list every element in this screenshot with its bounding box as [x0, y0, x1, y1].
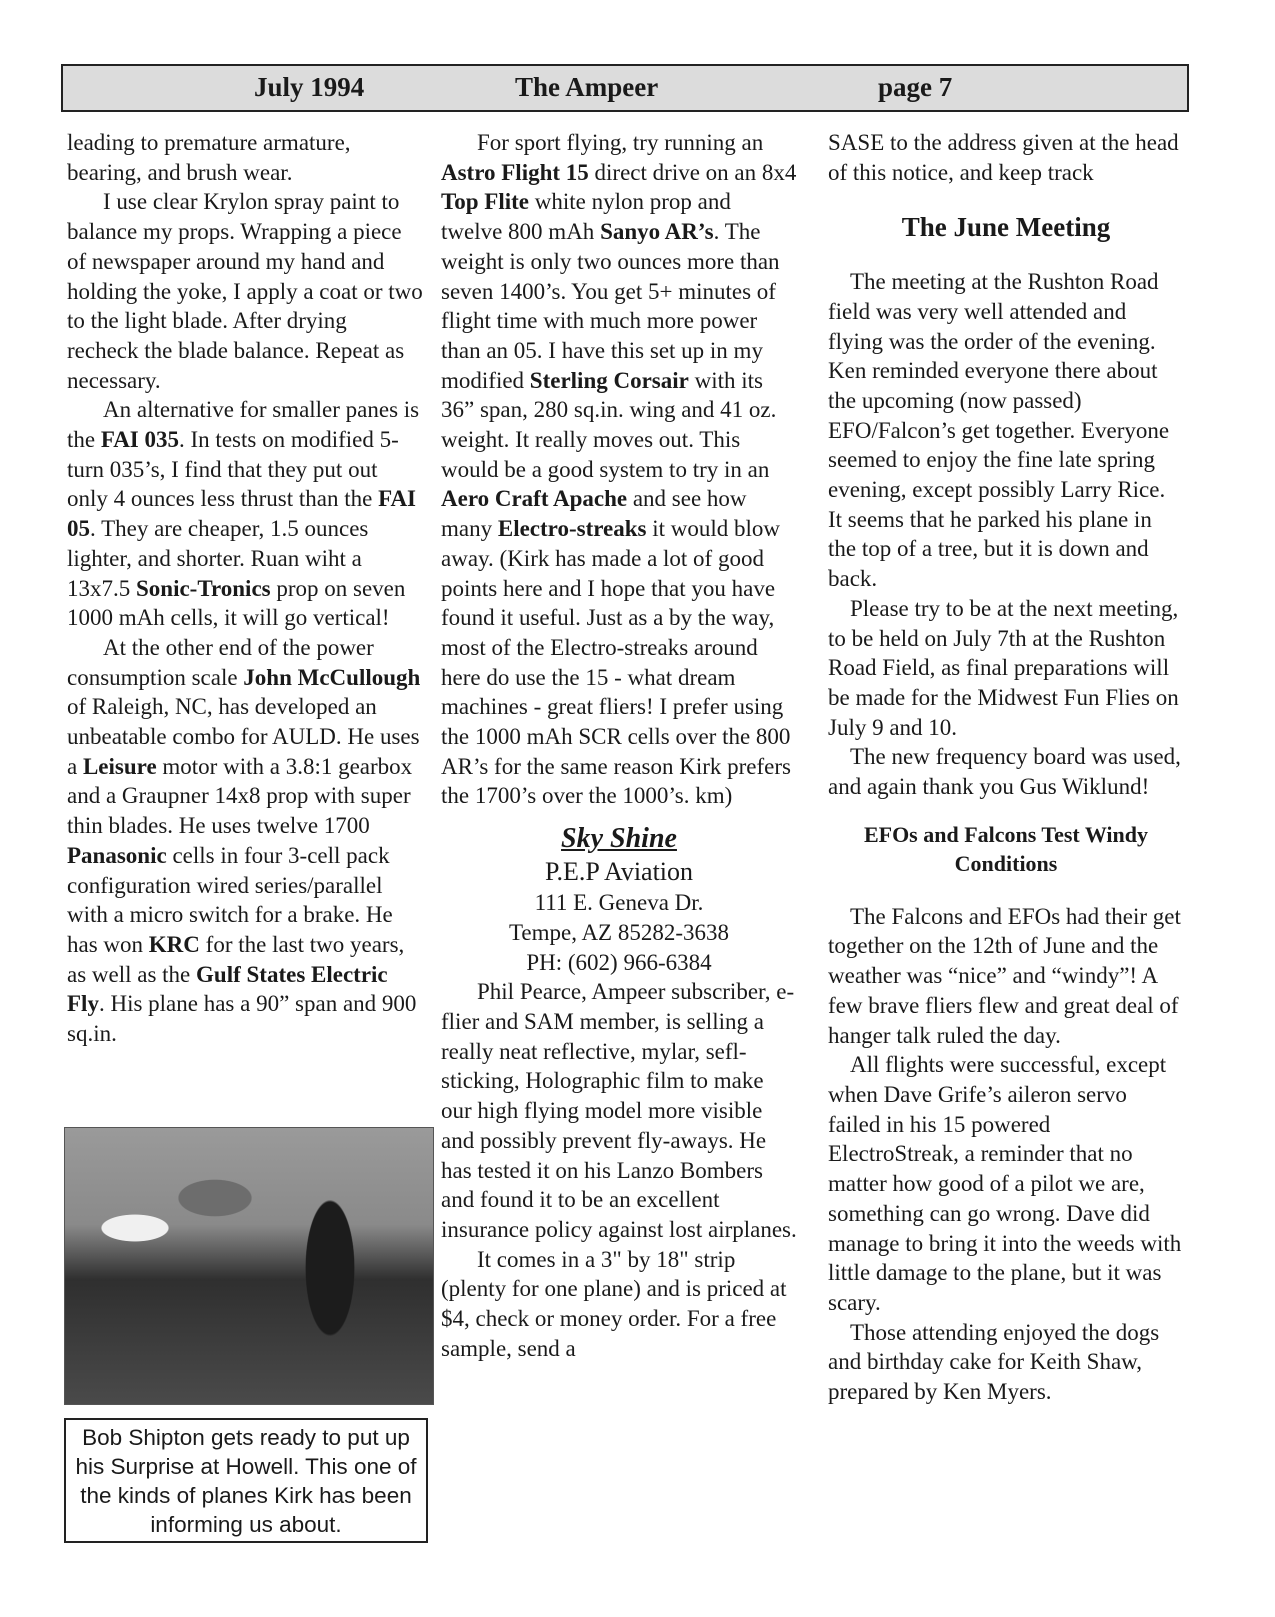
- page-header: [61, 64, 1189, 112]
- text-run: All flights were successful, except when Dave Grife’s aileron servo failed in his 15 powered ElectroStreak, a reminder that no matter how good of a pilot we are, something can go wrong. Dave did manage to bring it into the weeds with little damage to the plane, but it was scary.: [828, 1052, 1182, 1315]
- bold-text: Sonic-Tronics: [136, 575, 271, 601]
- text-run: motor with a 3.8:1 gearbox and a Graupner 14x8 prop with super thin blades. He uses twelve 1700: [67, 753, 413, 839]
- bold-text: Electro-streaks: [497, 516, 647, 542]
- text-run: of Raleigh, NC, has developed an unbeatable combo for AULD. He uses a: [67, 694, 420, 779]
- paragraph: [67, 128, 423, 187]
- text-run: The Falcons and EFOs had their get together on the 12th of June and the weather was “nice” and “windy”! A few brave fliers flew and great deal of hanger talk ruled the day.: [828, 903, 1181, 1048]
- paragraph: [828, 267, 1184, 594]
- text-run: It comes in a 3" by 18" strip (plenty for one plane) and is priced at $4, check or money order. For a free sample, send a: [441, 1246, 787, 1361]
- paragraph: [828, 902, 1184, 1051]
- paragraph: [67, 633, 423, 1049]
- text-run: it would blow away. (Kirk has made a lot of good points here and I hope that you have found it useful. Just as a by the way, most of the Electro-streaks around here do use the 15 - what dream machines - great fliers! I prefer using the 1000 mAh SCR cells over the 800 AR’s for the same reason Kirk prefers the 1700’s over the 1000’s. km): [441, 516, 791, 809]
- ad-address-line1: 111 E. Geneva Dr.: [534, 890, 704, 916]
- text-run: Phil Pearce, Ampeer subscriber, e-flier and SAM member, is selling a really neat reflective, mylar, sefl-sticking, Holographic film to make our high flying model more visible and possibly prevent fly-aways. He has tested it on his Lanzo Bombers and found it to be an excellent insurance policy against lost airplanes.: [441, 979, 797, 1242]
- text-run: SASE to the address given at the head of this notice, and keep track: [828, 130, 1179, 185]
- column-3: [828, 128, 1184, 1407]
- text-run: . The weight is only two ounces more than seven 1400’s. You get 5+ minutes of flight time with much more power than an 05. I have this set up in my modified: [441, 219, 780, 393]
- paragraph: [828, 594, 1184, 743]
- paragraph: [828, 128, 1184, 187]
- bold-text: Top Flite: [441, 189, 529, 215]
- bold-text: Sterling Corsair: [529, 367, 689, 393]
- text-run: for the last two years, as well as the: [67, 931, 405, 987]
- column-1: [67, 128, 423, 1049]
- section-heading: The June Meeting: [901, 212, 1111, 243]
- bold-text: Leisure: [82, 753, 157, 779]
- header-title: The Ampeer: [515, 72, 659, 102]
- ad-company: P.E.P Aviation: [544, 857, 694, 887]
- text-run: At the other end of the power consumption scale: [67, 634, 374, 690]
- bold-text: FAI 035: [100, 427, 180, 453]
- text-run: I use clear Krylon spray paint to balance my props. Wrapping a piece of newspaper around my hand and holding the yoke, I apply a coat or two to the light blade. After drying recheck the blade balance. Repeat as necessary.: [67, 189, 423, 393]
- paragraph: [441, 977, 797, 1244]
- section-subheading: EFOs and Falcons Test Windy Conditions: [863, 821, 1149, 876]
- text-run: white nylon prop and twelve 800 mAh: [441, 189, 731, 245]
- paragraph: [67, 395, 423, 633]
- ad-phone: PH: (602) 966-6384: [526, 949, 712, 975]
- photo-bob-shipton: [64, 1127, 434, 1405]
- bold-text: KRC: [148, 931, 200, 957]
- header-date: July 1994: [254, 72, 365, 102]
- text-run: prop on seven 1000 mAh cells, it will go vertical!: [67, 575, 406, 631]
- paragraph: [67, 187, 423, 395]
- text-run: For sport flying, try running an: [477, 130, 764, 155]
- text-run: Those attending enjoyed the dogs and birthday cake for Keith Shaw, prepared by Ken Myers.: [828, 1319, 1160, 1405]
- ad-title: Sky Shine: [561, 823, 677, 855]
- paragraph: [441, 128, 797, 811]
- ad-address-line2: Tempe, AZ 85282-3638: [508, 919, 730, 945]
- bold-text: John McCullough: [243, 664, 421, 690]
- column-2: [441, 128, 797, 1363]
- paragraph: [828, 1318, 1184, 1407]
- bold-text: Aero Craft Apache: [441, 486, 628, 512]
- text-run: An alternative for smaller panes is the: [67, 397, 420, 453]
- paragraph: [441, 1245, 797, 1364]
- text-run: Please try to be at the next meeting, to be held on July 7th at the Rushton Road Field, as final preparations will be made for the Midwest Fun Flies on July 9 and 10.: [828, 595, 1179, 740]
- bold-text: Sanyo AR’s: [600, 219, 714, 245]
- text-run: leading to premature armature, bearing, and brush wear.: [67, 130, 351, 185]
- text-run: . In tests on modified 5-turn 035’s, I find that they put out only 4 ounces less thrust than the: [67, 427, 399, 512]
- paragraph: [828, 742, 1184, 801]
- bold-text: FAI 05: [67, 486, 417, 542]
- text-run: with its 36” span, 280 sq.in. wing and 41 oz. weight. It really moves out. This would be a good system to try in an: [441, 367, 777, 482]
- photo-caption: Bob Shipton gets ready to put up his Surprise at Howell. This one of the kinds of planes Kirk has been informing us about.: [64, 1418, 428, 1543]
- text-run: The meeting at the Rushton Road field was very well attended and flying was the order of the evening. Ken reminded everyone there about the upcoming (now passed) EFO/Falcon’s get together. Everyone seemed to enjoy the fine late spring evening, except possibly Larry Rice. It seems that he parked his plane in the top of a tree, but it is down and back.: [828, 269, 1170, 592]
- paragraph: [828, 1050, 1184, 1317]
- text-run: . They are cheaper, 1.5 ounces lighter, and shorter. Ruan wiht a 13x7.5: [67, 516, 369, 601]
- bold-text: Astro Flight 15: [441, 159, 589, 185]
- text-run: and see how many: [441, 486, 747, 542]
- bold-text: Gulf States Electric Fly: [67, 961, 388, 1017]
- text-run: . His plane has a 90” span and 900 sq.in.: [67, 991, 417, 1047]
- header-page: page 7: [878, 72, 953, 102]
- text-run: direct drive on an 8x4: [588, 159, 797, 185]
- text-run: The new frequency board was used, and again thank you Gus Wiklund!: [828, 744, 1181, 800]
- bold-text: Panasonic: [67, 842, 167, 868]
- text-run: cells in four 3-cell pack configuration wired series/parallel with a micro switch for a brake. He has won: [67, 842, 393, 957]
